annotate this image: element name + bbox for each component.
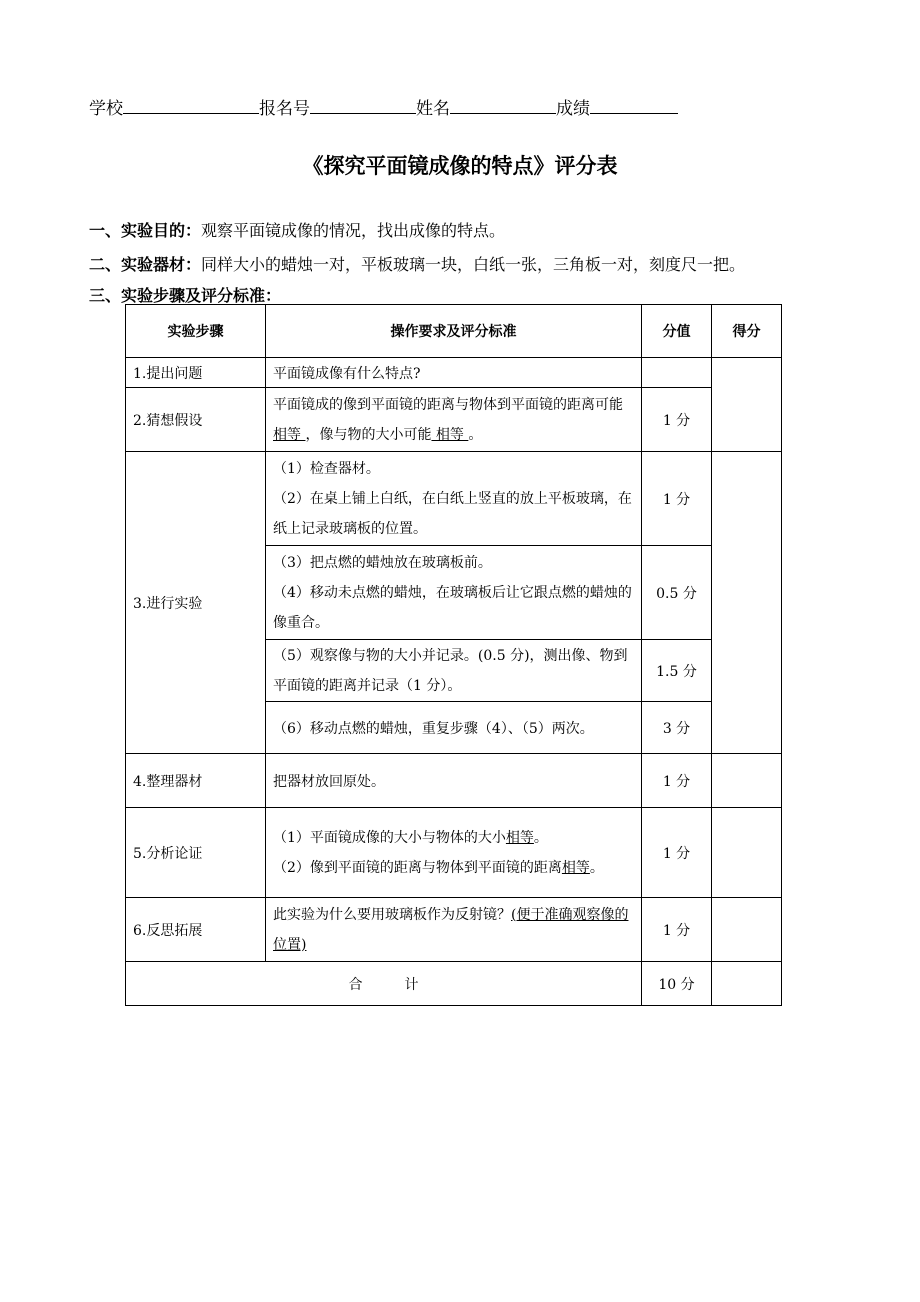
- points-cell: 1 分: [642, 754, 712, 808]
- table-row: [126, 754, 782, 808]
- req-text: 。: [468, 426, 483, 443]
- points-cell: 1 分: [642, 452, 712, 546]
- purpose-text: 观察平面镜成像的情况，找出成像的特点。: [201, 221, 506, 240]
- answer-underlined: 相等: [505, 829, 534, 846]
- step-cell: 1.提出问题: [126, 358, 266, 388]
- req-text: 平面镜成的像到平面镜的距离与物体到平面镜的距离可能: [273, 396, 623, 413]
- points-cell: 1 分: [642, 388, 712, 452]
- header-points: 分值: [642, 305, 712, 358]
- req-text: ，像与物的大小可能: [305, 426, 432, 443]
- requirement-cell: [266, 898, 642, 962]
- requirement-cell: [266, 808, 642, 898]
- school-label: 学校: [89, 99, 123, 119]
- req-text: 此实验为什么要用玻璃板作为反射镜？: [273, 906, 511, 923]
- header-fields: [89, 94, 678, 119]
- requirement-cell: [266, 452, 642, 546]
- step-cell: 4.整理器材: [126, 754, 266, 808]
- reg-label: 报名号: [259, 99, 310, 119]
- header-earned: 得分: [712, 305, 782, 358]
- req-line: [273, 823, 634, 853]
- score-field[interactable]: [590, 97, 678, 114]
- section-steps: [89, 283, 281, 306]
- points-cell: 1.5 分: [642, 640, 712, 702]
- section-purpose: [89, 218, 505, 241]
- earned-cell[interactable]: [712, 358, 782, 452]
- reg-number-field[interactable]: [310, 97, 416, 114]
- requirement-cell: [266, 388, 642, 452]
- total-label: 合 计: [126, 962, 642, 1006]
- purpose-label: 一、实验目的：: [89, 221, 202, 240]
- answer-1: 相等: [273, 426, 306, 443]
- req-line: [273, 853, 634, 883]
- name-label: 姓名: [416, 99, 450, 119]
- earned-cell[interactable]: [712, 452, 782, 754]
- total-points: 10 分: [642, 962, 712, 1006]
- page-title: 《探究平面镜成像的特点》评分表: [302, 154, 618, 178]
- step-cell: 3.进行实验: [126, 452, 266, 754]
- table-row: [126, 898, 782, 962]
- req-line: （3）把点燃的蜡烛放在玻璃板前。: [273, 554, 492, 571]
- steps-label: 三、实验步骤及评分标准：: [89, 286, 282, 305]
- req-text: 。: [589, 859, 604, 876]
- points-cell: 1 分: [642, 898, 712, 962]
- header-requirement: 操作要求及评分标准: [266, 305, 642, 358]
- equipment-label: 二、实验器材：: [89, 255, 202, 274]
- table-row: [126, 808, 782, 898]
- requirement-cell: 把器材放回原处。: [266, 754, 642, 808]
- req-text: 。: [533, 829, 548, 846]
- earned-cell[interactable]: [712, 754, 782, 808]
- req-line: （1）检查器材。: [273, 460, 380, 477]
- header-step: 实验步骤: [126, 305, 266, 358]
- req-line: （2）在桌上铺上白纸，在白纸上竖直的放上平板玻璃，在纸上记录玻璃板的位置。: [273, 490, 632, 537]
- table-header-row: [126, 305, 782, 358]
- answer-underlined: 相等: [561, 859, 590, 876]
- step-cell: 2.猜想假设: [126, 388, 266, 452]
- total-earned-cell[interactable]: [712, 962, 782, 1006]
- requirement-cell: （5）观察像与物的大小并记录。(0.5 分)，测出像、物到平面镜的距离并记录（1 分）。: [266, 640, 642, 702]
- req-text: （2）像到平面镜的距离与物体到平面镜的距离: [273, 859, 562, 876]
- requirement-cell: 平面镜成像有什么特点?: [266, 358, 642, 388]
- req-text: （1）平面镜成像的大小与物体的大小: [273, 829, 506, 846]
- name-field[interactable]: [450, 97, 556, 114]
- section-equipment: [89, 252, 745, 275]
- requirement-cell: [266, 546, 642, 640]
- table-row: [126, 388, 782, 452]
- points-cell: 0.5 分: [642, 546, 712, 640]
- earned-cell[interactable]: [712, 898, 782, 962]
- step-cell: 5.分析论证: [126, 808, 266, 898]
- answer-underlined: (便于准确观察像的位置): [273, 906, 629, 953]
- school-field[interactable]: [123, 97, 259, 114]
- points-cell: 3 分: [642, 702, 712, 754]
- table-row: [126, 452, 782, 546]
- step-cell: 6.反思拓展: [126, 898, 266, 962]
- score-label: 成绩: [556, 99, 590, 119]
- answer-2: 相等: [431, 426, 469, 443]
- points-cell: 1 分: [642, 808, 712, 898]
- points-cell: [642, 358, 712, 388]
- equipment-text: 同样大小的蜡烛一对，平板玻璃一块，白纸一张，三角板一对，刻度尺一把。: [201, 255, 746, 274]
- score-table: [125, 304, 782, 1006]
- table-row: [126, 358, 782, 388]
- total-row: [126, 962, 782, 1006]
- earned-cell[interactable]: [712, 808, 782, 898]
- requirement-cell: （6）移动点燃的蜡烛，重复步骤（4）、（5）两次。: [266, 702, 642, 754]
- req-line: （4）移动未点燃的蜡烛，在玻璃板后让它跟点燃的蜡烛的像重合。: [273, 584, 632, 631]
